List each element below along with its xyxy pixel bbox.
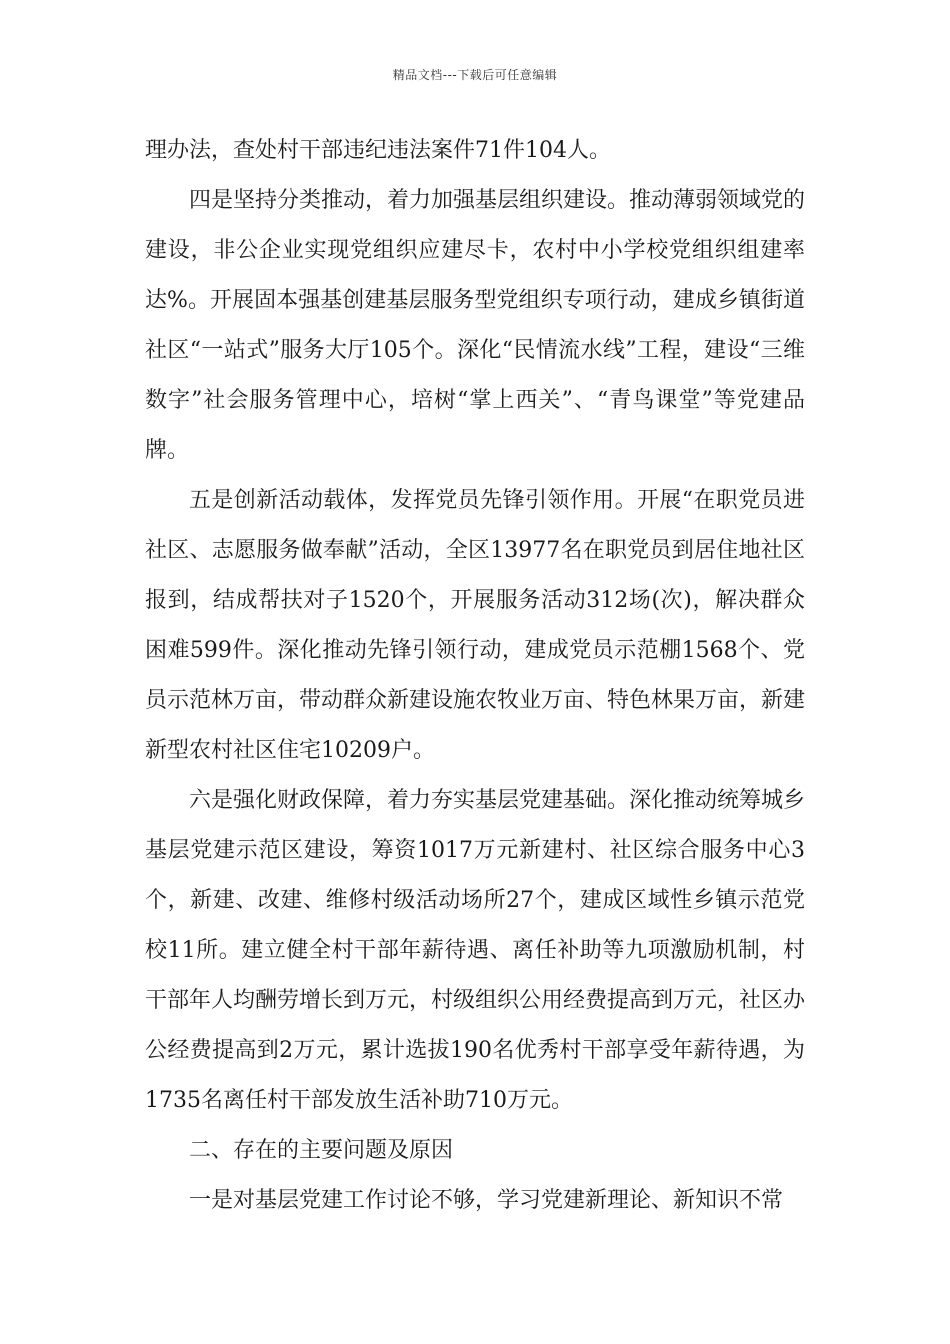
document-body xyxy=(145,126,805,1226)
paragraph: 四是坚持分类推动，着力加强基层组织建设。推动薄弱领域党的建设，非公企业实现党组织应建尽卡，农村中小学校党组织组建率达%。开展固本强基创建基层服务型党组织专项行动，建成乡镇街道社区“一站式”服务大厅105个。深化“民情流水线”工程，建设“三维数字”社会服务管理中心，培树“掌上西关”、“青鸟课堂”等党建品牌。 xyxy=(145,188,806,463)
paragraph: 理办法，查处村干部违纪违法案件71件104人。 xyxy=(145,138,611,163)
paragraph: 一是对基层党建工作讨论不够，学习党建新理论、新知识不常 xyxy=(189,1188,784,1213)
section-heading: 二、存在的主要问题及原因 xyxy=(189,1138,454,1163)
page-header: 精品文档---下载后可任意编辑 xyxy=(392,68,558,82)
paragraph: 六是强化财政保障，着力夯实基层党建基础。深化推动统筹城乡基层党建示范区建设，筹资1017万元新建村、社区综合服务中心3个，新建、改建、维修村级活动场所27个，建成区域性乡镇示范党校11所。建立健全村干部年薪待遇、离任补助等九项激励机制，村干部年人均酬劳增长到万元，村级组织公用经费提高到万元，社区办公经费提高到2万元，累计选拔190名优秀村干部享受年薪待遇，为1735名离任村干部发放生活补助710万元。 xyxy=(145,788,806,1113)
paragraph: 五是创新活动载体，发挥党员先锋引领作用。开展“在职党员进社区、志愿服务做奉献”活动，全区13977名在职党员到居住地社区报到，结成帮扶对子1520个，开展服务活动312场(次)，解决群众困难599件。深化推动先锋引领行动，建成党员示范棚1568个、党员示范林万亩，带动群众新建设施农牧业万亩、特色林果万亩，新建新型农村社区住宅10209户。 xyxy=(145,488,806,763)
